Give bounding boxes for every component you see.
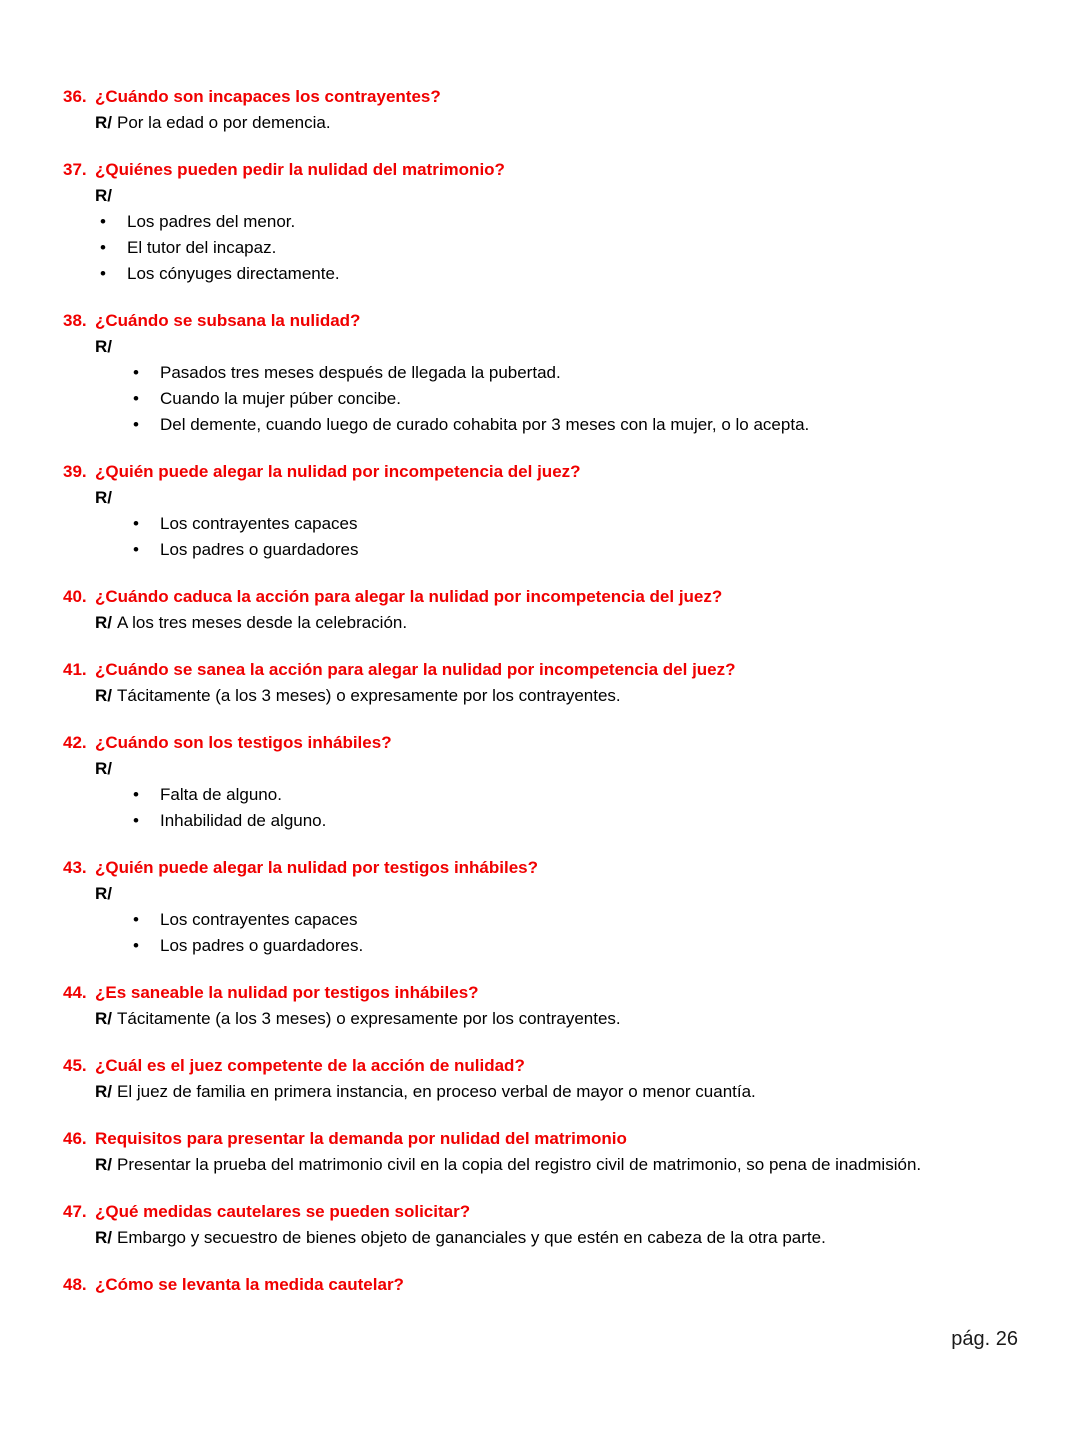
answer-line [95, 1152, 1020, 1178]
bullet-item [133, 412, 1020, 438]
question-number: 36. [63, 87, 87, 106]
bullet-icon: • [133, 936, 139, 955]
qa-item [63, 1053, 1020, 1105]
qa-item [63, 584, 1020, 636]
question-line [63, 459, 1020, 485]
bullet-item [133, 782, 1020, 808]
bullet-text: Los padres o guardadores [160, 540, 359, 559]
question-text: ¿Quién puede alegar la nulidad por testigos inhábiles? [95, 858, 539, 877]
bullet-item [133, 933, 1020, 959]
question-text: ¿Cuándo se sanea la acción para alegar la nulidad por incompetencia del juez? [95, 660, 736, 679]
answer-line [95, 1225, 1020, 1251]
question-number: 42. [63, 733, 87, 752]
answer-line [95, 881, 1020, 907]
answer-text: Por la edad o por demencia. [117, 113, 331, 132]
bullet-text: Los contrayentes capaces [160, 514, 358, 533]
question-text: ¿Cuál es el juez competente de la acción de nulidad? [95, 1056, 525, 1075]
answer-text: Tácitamente (a los 3 meses) o expresamente por los contrayentes. [117, 686, 621, 705]
answer-line [95, 756, 1020, 782]
answer-line [95, 1006, 1020, 1032]
bullet-item [133, 537, 1020, 563]
answer-prefix: R/ [95, 113, 112, 132]
question-line [63, 84, 1020, 110]
bullet-icon: • [133, 811, 139, 830]
question-line [63, 657, 1020, 683]
question-line [63, 1053, 1020, 1079]
bullet-text: Los cónyuges directamente. [127, 264, 340, 283]
question-line [63, 1272, 1020, 1298]
bullet-text: Los padres o guardadores. [160, 936, 364, 955]
qa-item [63, 459, 1020, 563]
answer-text: Tácitamente (a los 3 meses) o expresamente por los contrayentes. [117, 1009, 621, 1028]
bullet-list [63, 511, 1020, 563]
qa-item [63, 84, 1020, 136]
bullet-list [63, 360, 1020, 438]
qa-list [63, 84, 1020, 1298]
bullet-item [133, 511, 1020, 537]
bullet-text: Pasados tres meses después de llegada la pubertad. [160, 363, 561, 382]
answer-prefix: R/ [95, 1082, 112, 1101]
bullet-text: Del demente, cuando luego de curado cohabita por 3 meses con la mujer, o lo acepta. [160, 415, 810, 434]
qa-item [63, 1199, 1020, 1251]
question-line [63, 1126, 1020, 1152]
qa-item [63, 308, 1020, 438]
answer-text: A los tres meses desde la celebración. [117, 613, 408, 632]
question-number: 44. [63, 983, 87, 1002]
bullet-text: Los contrayentes capaces [160, 910, 358, 929]
bullet-item [100, 235, 1020, 261]
answer-line [95, 485, 1020, 511]
bullet-icon: • [100, 238, 106, 257]
answer-prefix: R/ [95, 1009, 112, 1028]
answer-text: Embargo y secuestro de bienes objeto de gananciales y que estén en cabeza de la otra parte. [117, 1228, 826, 1247]
question-line [63, 1199, 1020, 1225]
question-line [63, 855, 1020, 881]
answer-prefix: R/ [95, 759, 112, 778]
bullet-item [133, 808, 1020, 834]
bullet-icon: • [100, 264, 106, 283]
answer-prefix: R/ [95, 613, 112, 632]
question-number: 43. [63, 858, 87, 877]
question-text: ¿Cuándo caduca la acción para alegar la nulidad por incompetencia del juez? [95, 587, 723, 606]
question-text: ¿Cómo se levanta la medida cautelar? [95, 1275, 404, 1294]
answer-prefix: R/ [95, 1228, 112, 1247]
answer-prefix: R/ [95, 686, 112, 705]
bullet-item [100, 261, 1020, 287]
qa-item [63, 730, 1020, 834]
bullet-item [100, 209, 1020, 235]
answer-line [95, 610, 1020, 636]
question-line [63, 308, 1020, 334]
question-number: 37. [63, 160, 87, 179]
question-number: 39. [63, 462, 87, 481]
bullet-list [63, 782, 1020, 834]
question-number: 40. [63, 587, 87, 606]
answer-prefix: R/ [95, 337, 112, 356]
answer-line [95, 334, 1020, 360]
question-line [63, 157, 1020, 183]
page-number: pág. 26 [951, 1328, 1018, 1350]
bullet-item [133, 907, 1020, 933]
bullet-item [133, 386, 1020, 412]
question-text: ¿Es saneable la nulidad por testigos inhábiles? [95, 983, 479, 1002]
bullet-list [63, 209, 1020, 287]
question-text: ¿Quién puede alegar la nulidad por incompetencia del juez? [95, 462, 581, 481]
bullet-icon: • [133, 363, 139, 382]
bullet-icon: • [133, 785, 139, 804]
bullet-icon: • [133, 415, 139, 434]
question-number: 47. [63, 1202, 87, 1221]
bullet-item [133, 360, 1020, 386]
answer-line [95, 683, 1020, 709]
answer-line [95, 110, 1020, 136]
question-line [63, 584, 1020, 610]
answer-text: Presentar la prueba del matrimonio civil en la copia del registro civil de matrimonio, so pena de inadmisión. [117, 1155, 922, 1174]
question-number: 38. [63, 311, 87, 330]
bullet-icon: • [133, 910, 139, 929]
bullet-icon: • [133, 514, 139, 533]
qa-item [63, 657, 1020, 709]
answer-prefix: R/ [95, 1155, 112, 1174]
question-number: 46. [63, 1129, 87, 1148]
question-text: ¿Cuándo son incapaces los contrayentes? [95, 87, 441, 106]
bullet-text: El tutor del incapaz. [127, 238, 277, 257]
bullet-list [63, 907, 1020, 959]
qa-item [63, 980, 1020, 1032]
question-number: 45. [63, 1056, 87, 1075]
qa-item [63, 1126, 1020, 1178]
answer-line [95, 183, 1020, 209]
answer-text: El juez de familia en primera instancia, en proceso verbal de mayor o menor cuantía. [117, 1082, 756, 1101]
bullet-icon: • [100, 212, 106, 231]
question-text: Requisitos para presentar la demanda por nulidad del matrimonio [95, 1129, 627, 1148]
qa-item [63, 855, 1020, 959]
bullet-text: Inhabilidad de alguno. [160, 811, 327, 830]
qa-item [63, 1272, 1020, 1298]
question-text: ¿Qué medidas cautelares se pueden solicitar? [95, 1202, 471, 1221]
question-line [63, 730, 1020, 756]
question-text: ¿Cuándo se subsana la nulidad? [95, 311, 361, 330]
bullet-icon: • [133, 389, 139, 408]
question-line [63, 980, 1020, 1006]
answer-prefix: R/ [95, 884, 112, 903]
answer-prefix: R/ [95, 488, 112, 507]
bullet-icon: • [133, 540, 139, 559]
answer-prefix: R/ [95, 186, 112, 205]
question-text: ¿Cuándo son los testigos inhábiles? [95, 733, 392, 752]
question-text: ¿Quiénes pueden pedir la nulidad del matrimonio? [95, 160, 505, 179]
qa-item [63, 157, 1020, 287]
question-number: 41. [63, 660, 87, 679]
bullet-text: Cuando la mujer púber concibe. [160, 389, 401, 408]
bullet-text: Los padres del menor. [127, 212, 296, 231]
bullet-text: Falta de alguno. [160, 785, 282, 804]
question-number: 48. [63, 1275, 87, 1294]
answer-line [95, 1079, 1020, 1105]
